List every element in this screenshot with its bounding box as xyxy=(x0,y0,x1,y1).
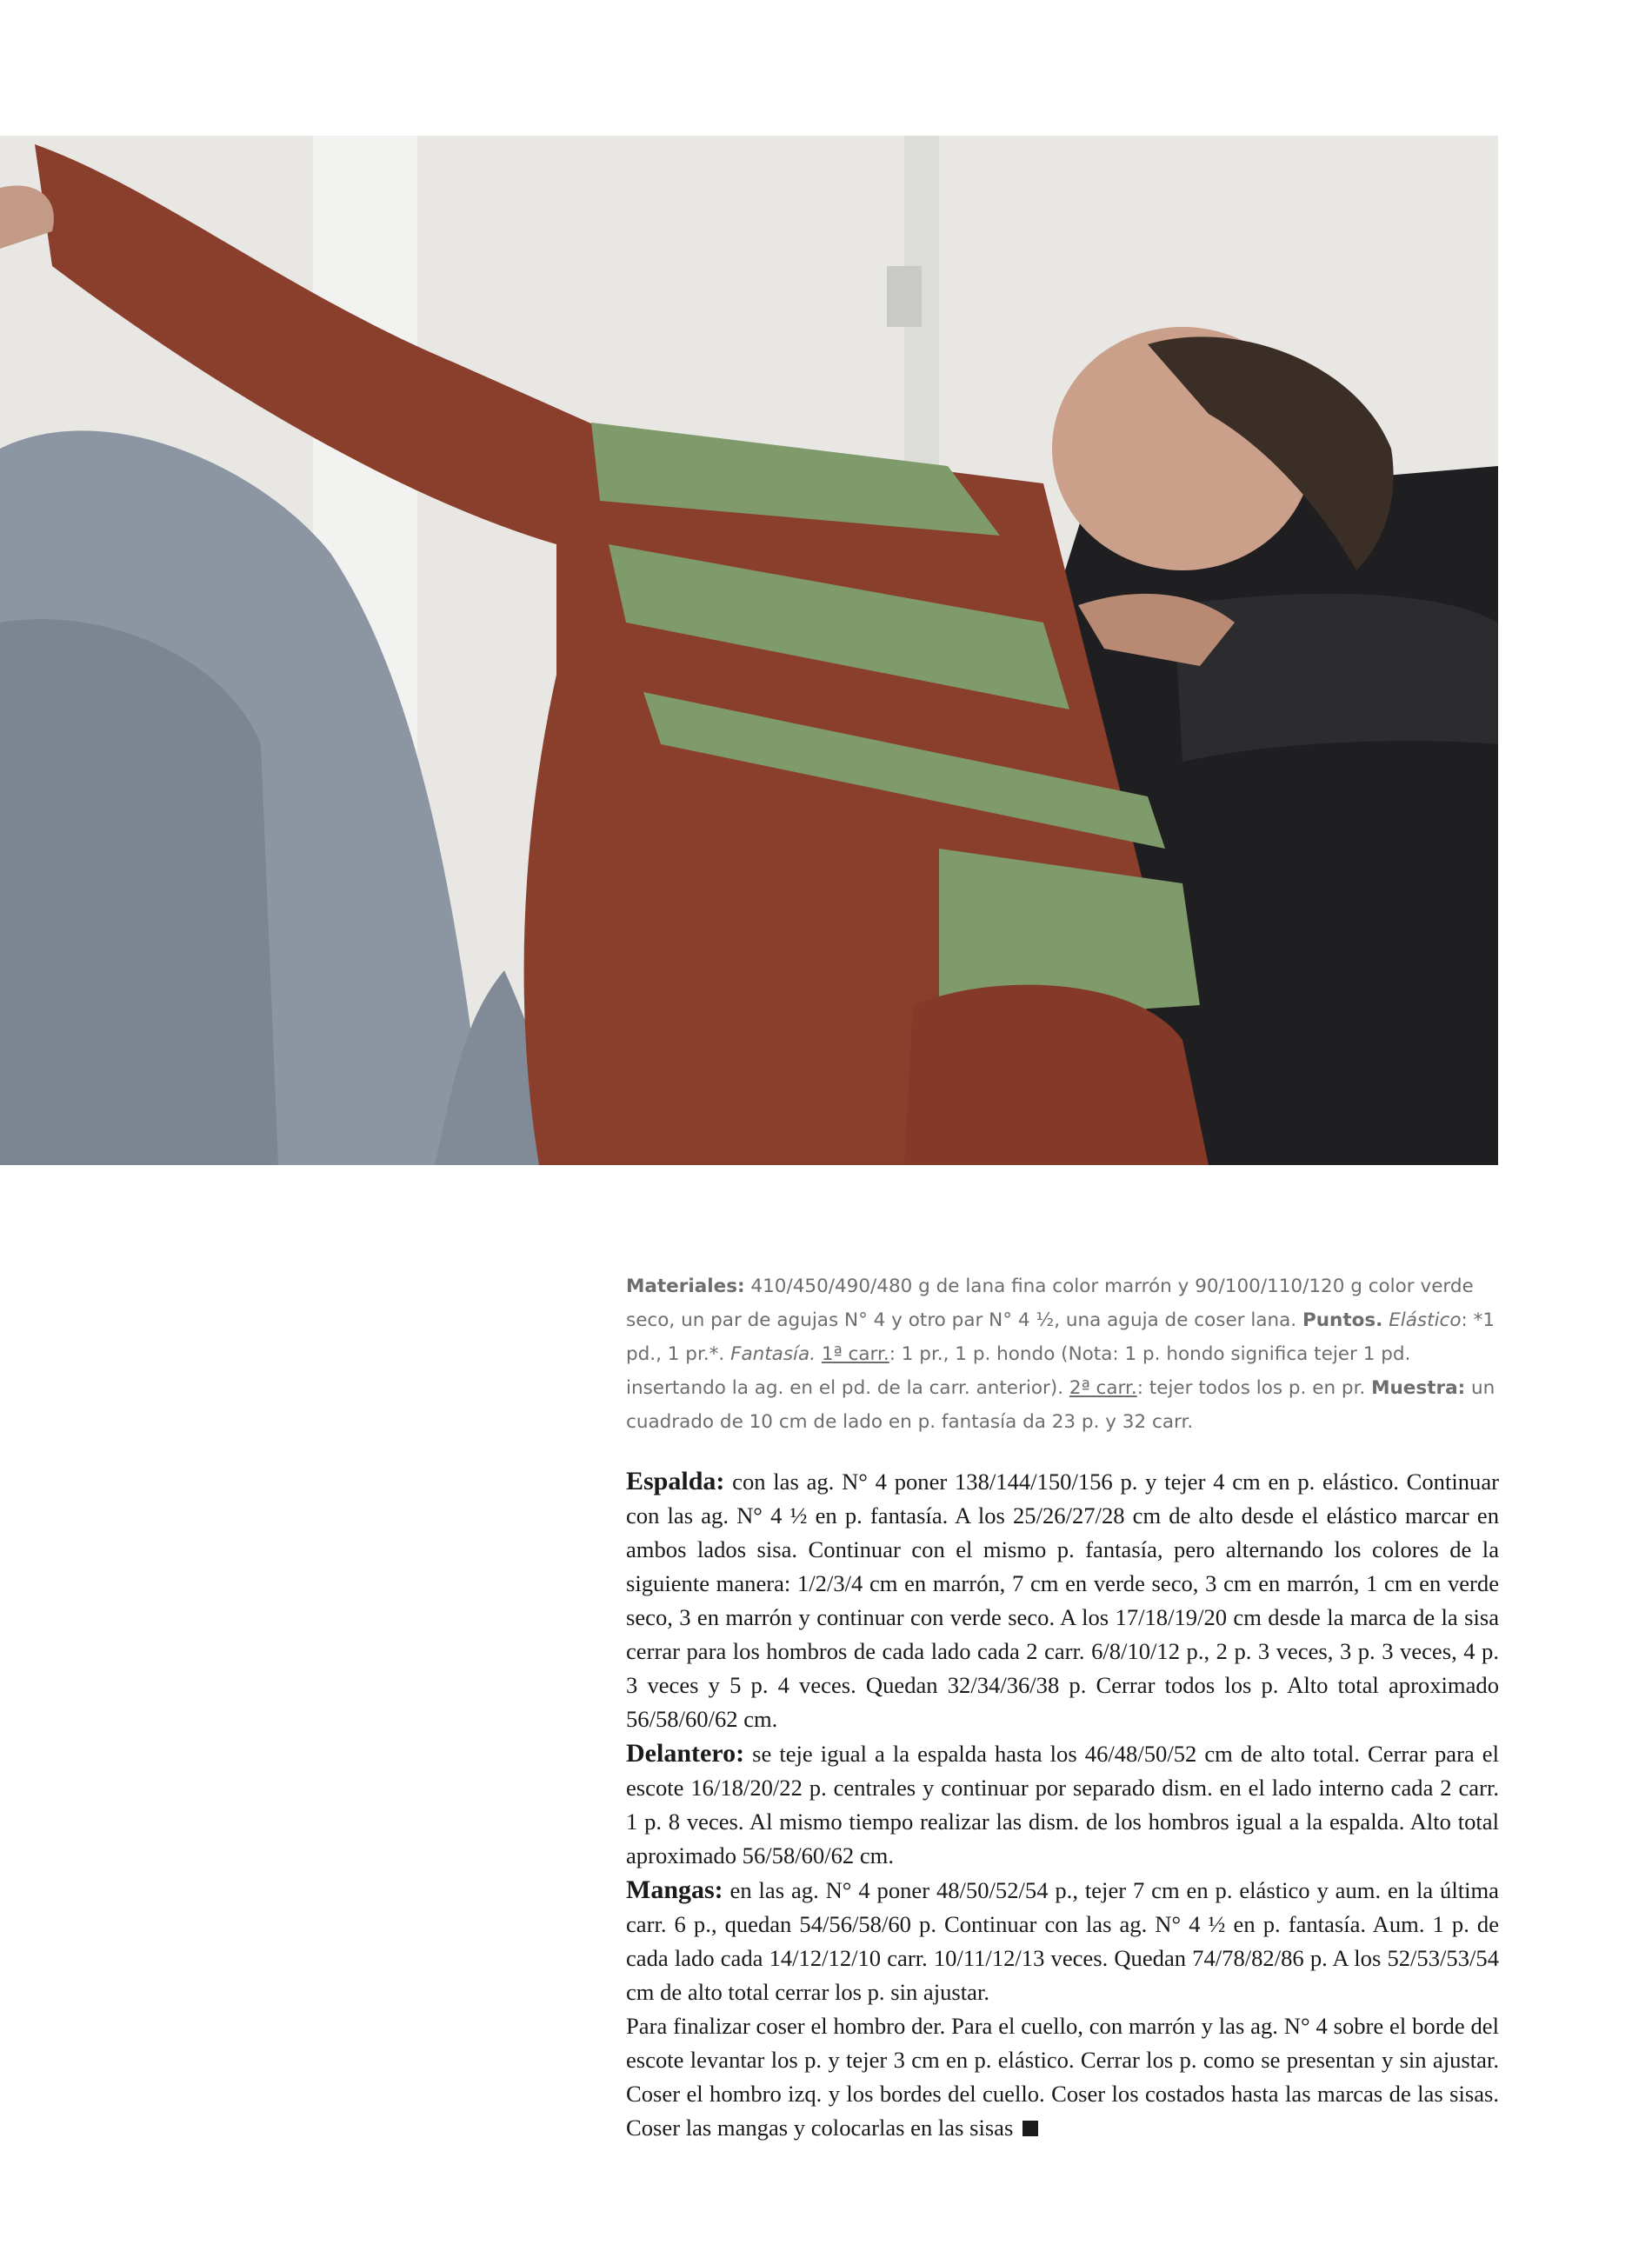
section-heading: Espalda: xyxy=(626,1467,725,1495)
carr2-text: : tejer todos los p. en pr. xyxy=(1136,1377,1372,1399)
instructions-block xyxy=(626,1464,1499,2145)
carr1-label: 1ª carr. xyxy=(821,1343,889,1365)
materiales-text: 410/450/490/480 g de lana fina color marrón y 90/100/110/120 g color verde seco, un par de agujas N° 4 y otro par N° 4 ½, una aguja de coser lana. xyxy=(626,1276,1474,1331)
fantasia-label: Fantasía. xyxy=(730,1343,816,1365)
section-text: con las ag. N° 4 poner 138/144/150/156 p. y tejer 4 cm en p. elástico. Continuar con las ag. N° 4 ½ en p. fantasía. A los 25/26/27/28 cm de alto desde el elástico marcar en ambos lados sisa. Continuar con el mismo p. fantasía, pero alternando los colores de la siguiente manera: 1/2/3/4 cm en marrón, 7 cm en verde seco, 3 cm en marrón, 1 cm en verde seco, 3 en marrón y continuar con verde seco. A los 17/18/19/20 cm desde la marca de la sisa cerrar para los hombros de cada lado cada 2 carr. 6/8/10/12 p., 2 p. 3 veces, 3 p. 3 veces, 4 p. 3 veces y 5 p. 4 veces. Quedan 32/34/36/38 p. Cerrar todos los p. Alto total aproximado 56/58/60/62 cm. xyxy=(626,1469,1499,1732)
section-heading: Delantero: xyxy=(626,1739,745,1768)
end-square-icon xyxy=(1023,2121,1038,2136)
section-finishing xyxy=(626,2009,1499,2145)
finishing-text: Para finalizar coser el hombro der. Para el cuello, con marrón y las ag. N° 4 sobre el borde del escote levantar los p. y tejer 3 cm en p. elástico. Cerrar los p. como se presentan y sin ajustar. Coser el hombro izq. y los bordes del cuello. Coser los costados hasta las marcas de las sisas. Coser las mangas y colocarlas en las sisas xyxy=(626,2013,1499,2141)
puntos-label: Puntos. xyxy=(1302,1309,1383,1331)
section-text: se teje igual a la espalda hasta los 46/48/50/52 cm de alto total. Cerrar para el escote 16/18/20/22 p. centrales y continuar por separado dism. en el lado interno cada 2 carr. 1 p. 8 veces. Al mismo tiempo realizar las dism. de los hombros igual a la espalda. Alto total aproximado 56/58/60/62 cm. xyxy=(626,1741,1499,1868)
section-delantero xyxy=(626,1736,1499,1873)
photo-illustration xyxy=(0,136,1498,1165)
photo-man-striped-sweater xyxy=(0,136,1498,1165)
section-heading: Mangas: xyxy=(626,1875,723,1904)
muestra-text: un cuadrado de 10 cm de lado en p. fantasía da 23 p. y 32 carr. xyxy=(626,1377,1495,1433)
section-text: en las ag. N° 4 poner 48/50/52/54 p., tejer 7 cm en p. elástico y aum. en la última carr. 6 p., quedan 54/56/58/60 p. Continuar con las ag. N° 4 ½ en p. fantasía. Aum. 1 p. de cada lado cada 14/12/12/10 carr. 10/11/12/13 veces. Quedan 74/78/82/86 p. A los 52/53/53/54 cm de alto total cerrar los p. sin ajustar. xyxy=(626,1877,1499,2005)
section-mangas xyxy=(626,1873,1499,2009)
materials-block xyxy=(626,1269,1495,1439)
carr2-label: 2ª carr. xyxy=(1069,1377,1137,1399)
section-espalda xyxy=(626,1464,1499,1736)
carr1-text: : 1 pr., 1 p. hondo (Nota: 1 p. hondo significa tejer 1 pd. insertando la ag. en el pd. de la carr. anterior). xyxy=(626,1343,1411,1399)
elastico-text: : *1 pd., 1 pr.*. xyxy=(626,1309,1495,1365)
muestra-label: Muestra: xyxy=(1371,1377,1466,1399)
materiales-label: Materiales: xyxy=(626,1276,745,1297)
elastico-label: Elástico xyxy=(1389,1309,1462,1331)
